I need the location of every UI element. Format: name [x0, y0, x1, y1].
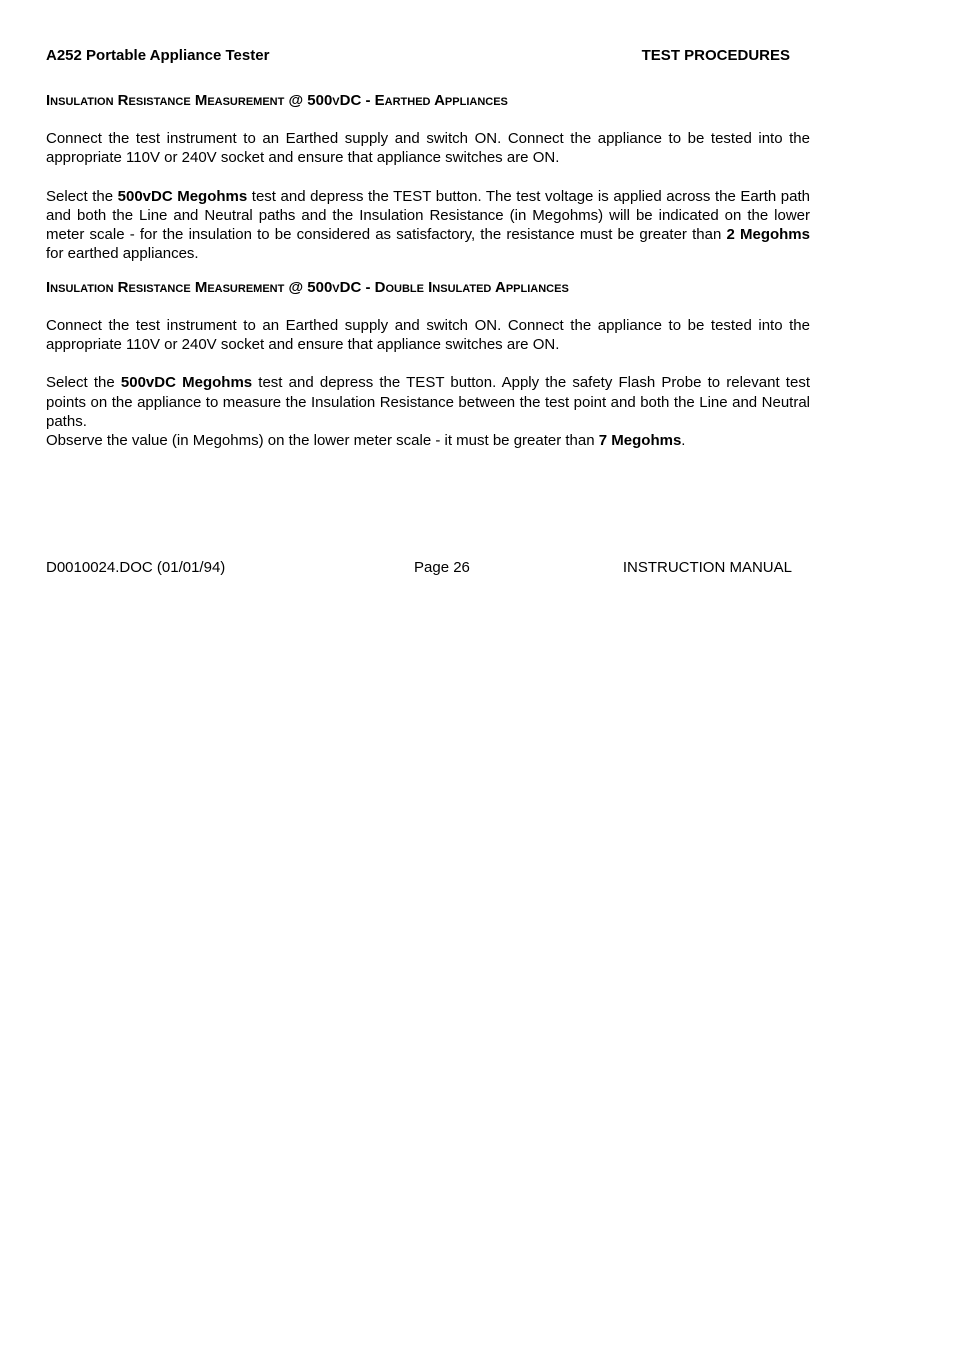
section2-paragraph-3 — [46, 431, 810, 450]
text-run: test and depress the TEST button. Apply the safety Flash Probe to relevant test points on the appliance to measure the Insulation Resistance between the test point and both the Line and Neutral paths. — [46, 374, 810, 430]
text-run: . — [681, 432, 686, 450]
header-title: A252 Portable Appliance Tester — [46, 47, 270, 64]
section1-paragraph-1: Connect the test instrument to an Earthed supply and switch ON. Connect the appliance to be tested into the appropriate 110V or 240V socket and ensure that appliance switches are ON. — [46, 130, 810, 167]
bold-term: 2 Megohms — [726, 226, 810, 244]
bold-term: 500vDC Megohms — [120, 374, 253, 392]
page-content — [46, 91, 810, 451]
footer-page-number: Page 26 — [414, 559, 470, 576]
section2-paragraph-1: Connect the test instrument to an Earthed supply and switch ON. Connect the appliance to be tested into the appropriate 110V or 240V socket and ensure that appliance switches are ON. — [46, 316, 810, 354]
text-run: for earthed appliances. — [46, 245, 199, 263]
text-run: Select the — [46, 374, 121, 392]
bold-term: 500vDC Megohms — [117, 187, 248, 205]
footer-document-id: D0010024.DOC (01/01/94) — [46, 559, 226, 576]
section2-paragraph-2 — [46, 373, 810, 431]
section1-paragraph-2 — [46, 187, 810, 264]
header-section: TEST PROCEDURES — [641, 47, 790, 64]
text-run: Select the — [46, 187, 118, 205]
footer-manual-name: INSTRUCTION MANUAL — [622, 559, 792, 576]
section1-heading: Insulation Resistance Measurement @ 500vDC - Earthed Appliances — [46, 92, 508, 109]
bold-term: 7 Megohms — [598, 432, 682, 450]
text-run: test and depress the TEST button. The test voltage is applied across the Earth path and both the Line and Neutral paths and the Insulation Resistance (in Megohms) will be indicated on the lower meter scale - for the insulation to be considered as satisfactory, the resistance must be greater than — [46, 187, 810, 244]
section2-heading: Insulation Resistance Measurement @ 500vDC - Double Insulated Appliances — [46, 278, 569, 296]
text-run: Observe the value (in Megohms) on the lower meter scale - it must be greater than — [46, 432, 599, 450]
